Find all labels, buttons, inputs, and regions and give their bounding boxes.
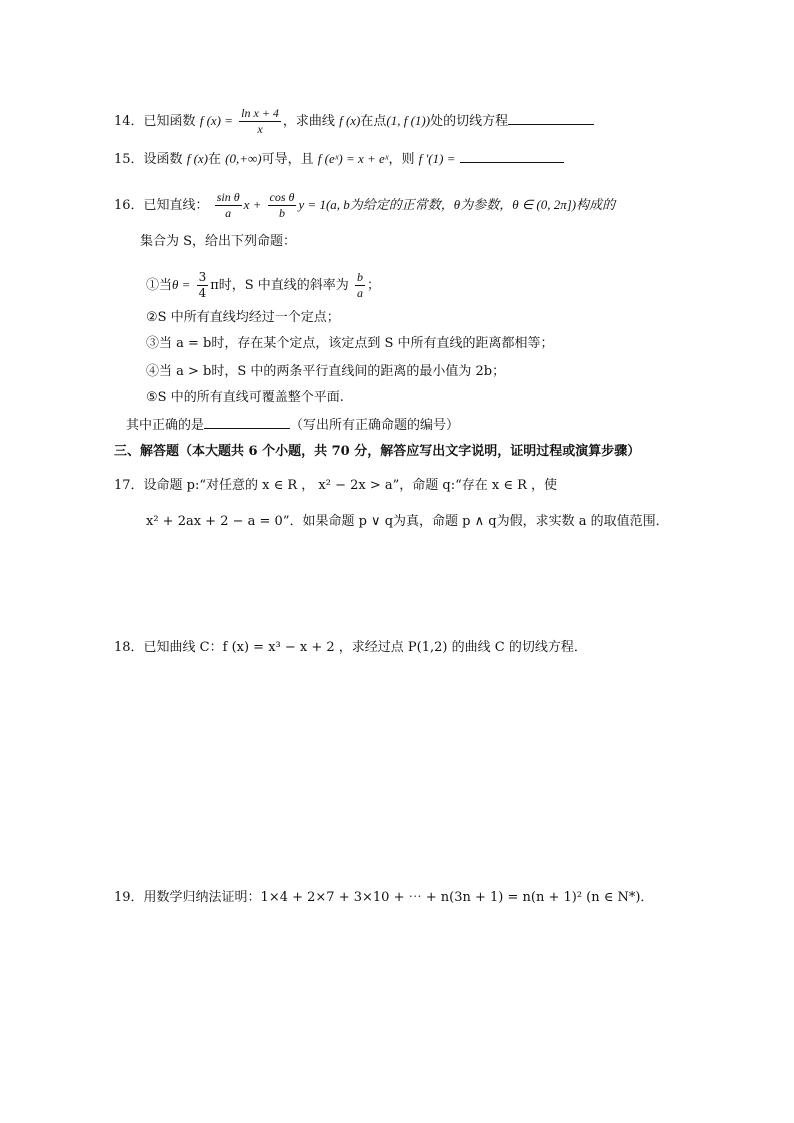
q16-answer: 其中正确的是 （写出所有正确命题的编号） [126, 414, 459, 436]
q16-item-2: ②S 中所有直线均经过一个定点； [146, 310, 340, 325]
q16-item-3: ③当 a = b时，存在某个定点，该定点到 S 中所有直线的距离都相等； [146, 336, 554, 351]
fraction: $\frac{\text{ln x + 4}}{x}$ [241, 106, 279, 136]
fraction: $\frac{3}{4}$ [198, 270, 207, 300]
q16-item-4: ④当 a > b时，S 中的两条平行直线间的距离的最小值为 2b； [146, 364, 506, 379]
question-19: 19．用数学归纳法证明：1×4 + 2×7 + 3×10 + ⋯ + n(3n + 1) = n(n + 1)² (n ∈ N*)． [114, 890, 654, 905]
fraction: $\frac{\text{cos θ}}{b}$ [269, 190, 295, 220]
question-15: 15．设函数 f (x)在 (0,+∞)可导，且 f (eˣ) = x + eˣ，则 f '(1) = [114, 148, 564, 170]
q16-item-5: ⑤S 中的所有直线可覆盖整个平面. [146, 390, 344, 405]
q16-item-1: ①当θ = $\frac{3}{4}$ π时，S 中直线的斜率为 $\frac{b}{a}$ ； [146, 270, 380, 300]
section-title: 三、解答题（本大题共 6 个小题，共 70 分，解答应写出文字说明，证明过程或演算步骤） [114, 444, 641, 459]
question-17: 17．设命题 p:“对任意的 x ∈ R ， x² − 2x > a”，命题 q:“存在 x ∈ R ，使 [114, 478, 558, 493]
answer-blank[interactable] [204, 414, 290, 429]
answer-blank[interactable] [460, 148, 564, 163]
question-14: 14．已知函数 f (x) = $\frac{\text{ln x + 4}}{x}$ ，求曲线 f (x)在点(1, f (1))处的切线方程 [114, 106, 594, 137]
question-16: 16．已知直线： $\frac{\text{sin θ}}{a}$ x + $\frac{\text{cos θ}}{b}$ y = 1(a, b为给定的正常数，θ为参数，θ ∈ (0, 2π])构成的 [114, 190, 616, 220]
answer-blank[interactable] [508, 110, 594, 125]
question-number: 17． [114, 478, 144, 493]
question-number: 18． [114, 640, 144, 655]
fraction: $\frac{b}{a}$ [356, 270, 363, 300]
question-number: 19． [114, 890, 144, 905]
question-number: 14． [114, 114, 144, 129]
question-number: 15． [114, 152, 144, 167]
fraction: $\frac{\text{sin θ}}{a}$ [216, 190, 240, 220]
q16-line2: 集合为 S，给出下列命题： [140, 234, 297, 249]
question-18: 18．已知曲线 C：f (x) = x³ − x + 2 ，求经过点 P(1,2) 的曲线 C 的切线方程． [114, 640, 587, 655]
question-number: 16． [114, 198, 144, 213]
q17-line2: x² + 2ax + 2 − a = 0”．如果命题 p ∨ q为真，命题 p ∧ q为假，求实数 a 的取值范围． [146, 514, 669, 529]
